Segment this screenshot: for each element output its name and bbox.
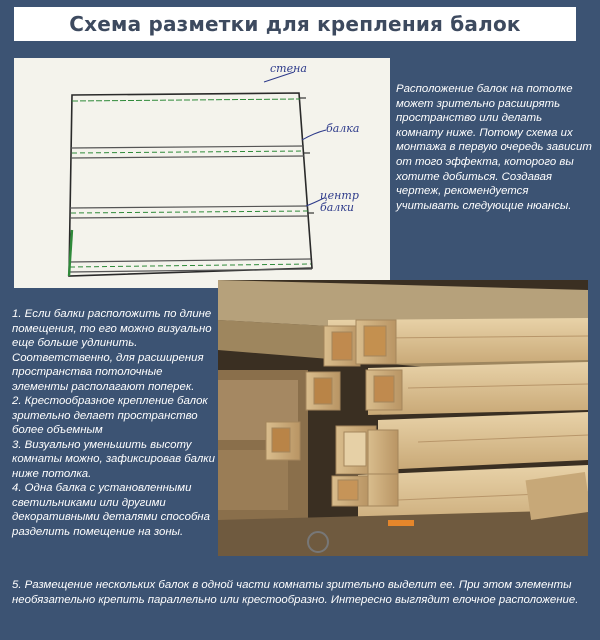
wall-outline [69, 93, 312, 276]
center-line [71, 211, 308, 213]
list-item-4: 4. Одна балка с установленными светильниками или другими декоративными деталями способна разделить помещение на зоны. [12, 482, 210, 538]
label-wall: стена [270, 62, 307, 75]
list-item-3: 3. Визуально уменьшить высоту комнаты можно, зафиксировав балки ниже потолка. [12, 438, 216, 480]
page-title: Схема разметки для крепления балок [69, 12, 521, 36]
list-item-2: 2. Крестообразное крепление балок зрительно делает пространство более объемным [12, 395, 208, 436]
label-beam: балка [326, 122, 360, 135]
beams-photo [218, 280, 588, 556]
list-item-5: 5. Размещение нескольких балок в одной части комнаты зрительно выделит ее. При этом элементы необязательно крепить параллельно или крестообразно. Интересно выглядит елочное расположение. [12, 579, 579, 606]
beam-line [71, 156, 304, 158]
center-line [70, 264, 311, 267]
beam-line [71, 146, 304, 148]
beam-line [70, 216, 308, 218]
center-line [72, 151, 304, 153]
beam-line [69, 259, 311, 262]
list-item-1: 1. Если балки расположить по длине помещения, то его можно визуально еще больше удлинить. Соответственно, для расширения пространства потолочные элементы располагают поперек. [12, 308, 212, 393]
beam-line [72, 99, 300, 101]
beams-photo-svg [218, 280, 588, 556]
intro-text: Расположение балок на потолке может зрительно расширять пространство или делать комнату ниже. Потому схема их монтажа в первую очередь зависит от того эффекта, которого вы хотите добиться. Создавая чертеж, рекомендуется учитывать следующие нюансы. [396, 83, 592, 212]
label-center [320, 190, 359, 214]
title-bar [14, 7, 576, 41]
label-center-line1: центр [320, 189, 359, 202]
sketch-svg [14, 58, 390, 288]
sketch-drawing [14, 58, 390, 288]
recommendations-list [12, 307, 216, 539]
label-center-line2: балки [320, 201, 354, 214]
beam-line [70, 206, 308, 208]
beam-pointer [302, 130, 326, 140]
